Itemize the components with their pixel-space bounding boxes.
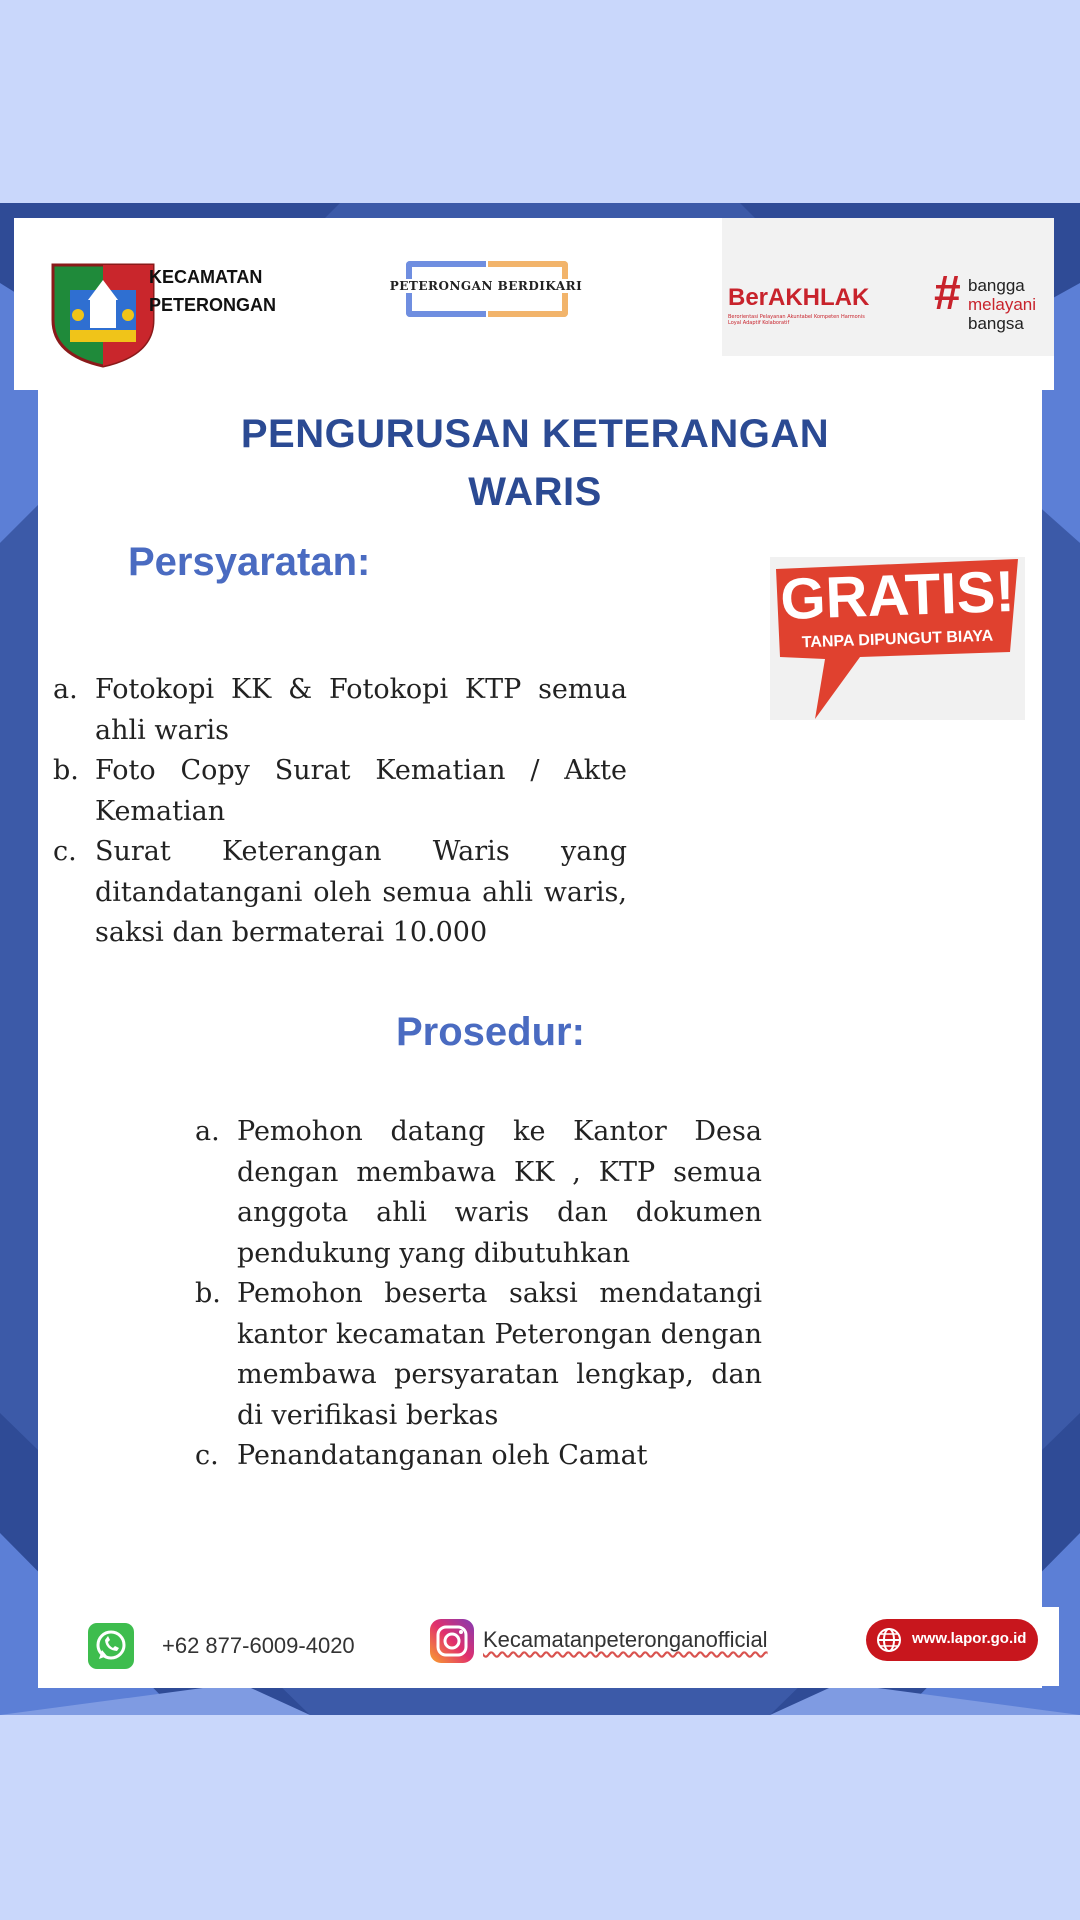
agency-name-line2: PETERONGAN xyxy=(149,295,277,315)
procedure-item: b. Pemohon beserta saksi mendatangi kantor kecamatan Peterongan dengan membawa persyaratan lengkap, dan di verifikasi berkas xyxy=(195,1278,762,1431)
gratis-badge xyxy=(770,557,1025,720)
bangga-line1: bangga xyxy=(968,276,1025,295)
page-title-line2: WARIS xyxy=(468,470,602,514)
procedure-item: a. Pemohon datang ke Kantor Desa dengan membawa KK , KTP semua anggota ahli waris dan dokumen pendukung yang dibutuhkan xyxy=(195,1116,762,1269)
requirements-list xyxy=(53,670,627,954)
instagram-handle[interactable]: Kecamatanpeterongan​official xyxy=(483,1627,768,1652)
page-title xyxy=(140,405,930,521)
lapor-link-text[interactable]: www.lapor.go.id xyxy=(912,1630,1027,1647)
jombang-emblem-icon xyxy=(48,260,158,368)
globe-icon xyxy=(876,1627,902,1653)
gratis-text: GRATIS! xyxy=(779,558,1016,633)
procedure-item: c. Penandatanganan oleh Camat xyxy=(195,1440,648,1471)
header-bar xyxy=(14,218,1054,390)
footer-bar xyxy=(38,1607,1059,1686)
berdikari-logo xyxy=(376,261,596,327)
berdikari-logo-text: PETERONGAN BERDIKARI xyxy=(376,279,596,293)
agency-name-line1: KECAMATAN xyxy=(149,267,263,287)
page-title-line1: PENGURUSAN KETERANGAN xyxy=(240,412,830,456)
instagram-icon xyxy=(430,1619,474,1663)
whatsapp-icon xyxy=(88,1623,134,1669)
berakhlak-tagline: Berorientasi Pelayanan Akuntabel Kompeten Harmonis Loyal Adaptif Kolaboratif xyxy=(728,314,865,326)
berakhlak-banner xyxy=(722,218,1054,356)
procedure-list xyxy=(195,1112,762,1477)
requirement-item: c. Surat Keterangan Waris yang ditandatangani oleh semua ahli waris, saksi dan bermaterai 10.000 xyxy=(53,836,627,948)
hashtag-icon: # xyxy=(934,267,961,320)
requirement-item: a. Fotokopi KK & Fotokopi KTP semua ahli waris xyxy=(53,674,627,746)
berakhlak-logo: BerAKHLAK xyxy=(728,284,870,311)
requirement-item: b. Foto Copy Surat Kematian / Akte Kematian xyxy=(53,755,627,827)
gratis-subtext: TANPA DIPUNGUT BIAYA xyxy=(801,627,994,652)
lapor-link-button[interactable] xyxy=(866,1619,1038,1661)
phone-number[interactable]: +62 877-6009-4020 xyxy=(162,1633,355,1658)
requirements-heading: Persyaratan: xyxy=(128,540,371,584)
procedure-heading: Prosedur: xyxy=(396,1010,585,1054)
bangga-line2: melayani xyxy=(968,295,1037,314)
bangga-line3: bangsa xyxy=(968,314,1024,333)
